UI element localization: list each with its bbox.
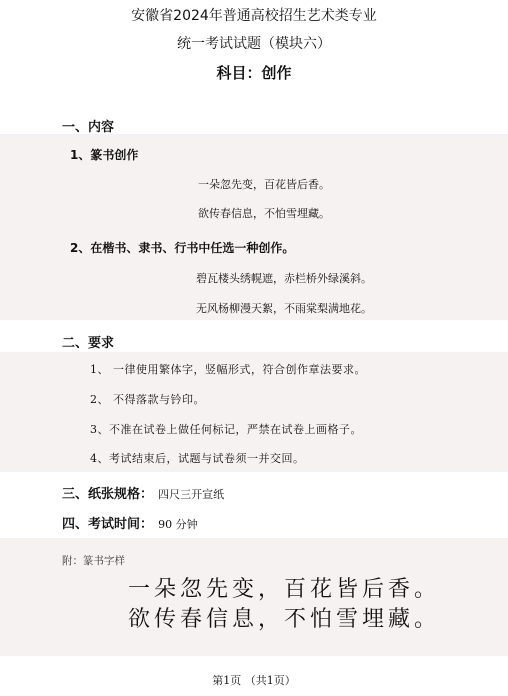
- page-footer: 第1页 （共1页）: [212, 674, 296, 687]
- seal-script-heading: 1、篆书创作: [70, 148, 139, 162]
- exam-title-line1: 安徽省2024年普通高校招生艺术类专业: [131, 8, 377, 24]
- exam-subject: 科目：创作: [216, 64, 292, 82]
- exam-time-value: 90 分钟: [158, 518, 198, 531]
- requirement-item: 3、不准在试卷上做任何标记，严禁在试卷上画格子。: [90, 423, 362, 436]
- requirement-item: 4、考试结束后，试题与试卷须一并交回。: [90, 452, 305, 465]
- seal-sample-line2: 欲传春信息，不怕雪埋藏。: [128, 607, 441, 632]
- appendix-label: 附：篆书字样: [62, 555, 125, 567]
- exam-title-line2: 统一考试试题（模块六）: [177, 36, 331, 52]
- paper-spec-row: [62, 483, 224, 502]
- section-requirements-heading: 二、要求: [62, 336, 115, 351]
- requirement-item: 1、 一律使用繁体字，竖幅形式，符合创作章法要求。: [90, 363, 366, 376]
- requirement-item: 2、 不得落款与钤印。: [90, 393, 205, 406]
- poem1-line2: 欲传春信息，不怕雪埋藏。: [198, 207, 330, 220]
- paper-spec-label: 三、纸张规格：: [62, 487, 154, 502]
- poem2-line2: 无风杨柳漫天絮，不雨棠梨满地花。: [196, 302, 372, 315]
- poem1-line1: 一朵忽先变，百花皆后香。: [198, 178, 330, 191]
- section-content-heading: 一、内容: [62, 120, 115, 135]
- seal-sample-line1: 一朵忽先变，百花皆后香。: [128, 577, 441, 602]
- paper-spec-value: 四尺三开宣纸: [158, 488, 225, 501]
- poem2-line1: 碧瓦楼头绣幌遮，赤栏桥外绿溪斜。: [196, 272, 372, 285]
- exam-time-label: 四、考试时间：: [62, 517, 154, 532]
- exam-time-row: [62, 513, 198, 532]
- script-choice-heading: 2、在楷书、隶书、行书中任选一种创作。: [70, 241, 295, 255]
